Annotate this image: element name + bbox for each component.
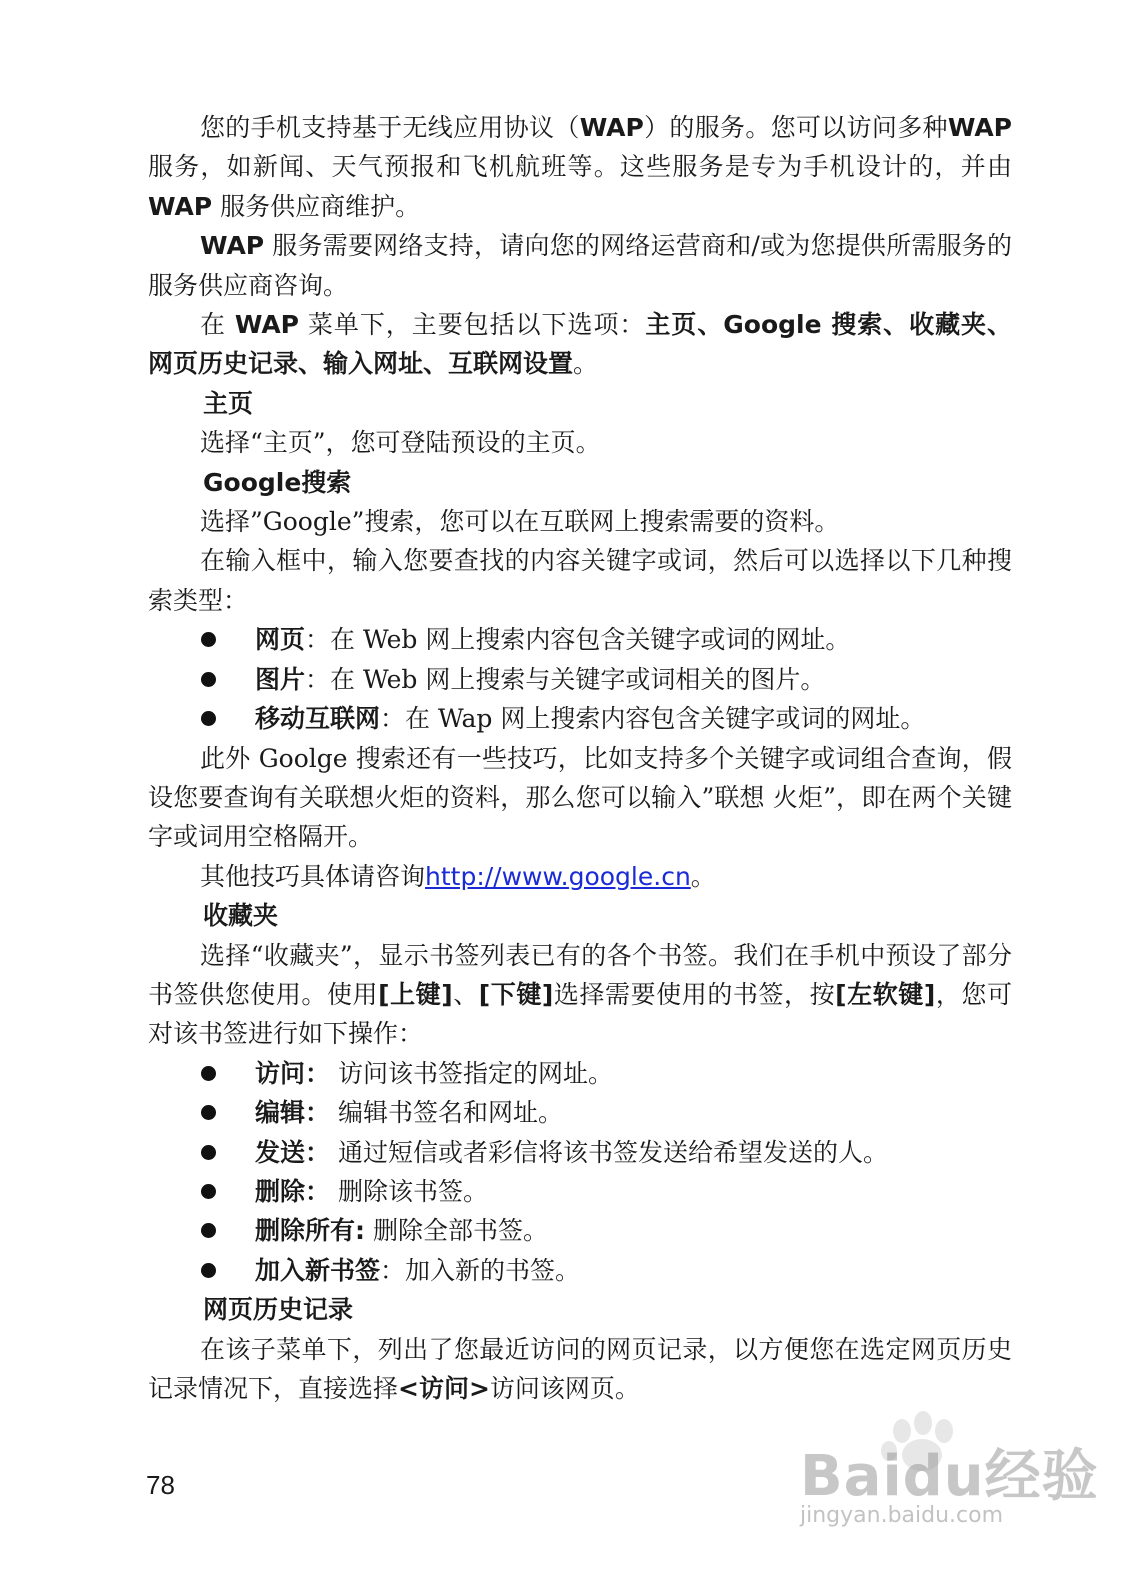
google-paragraph-2: 在输入框中，输入您要查找的内容关键字或词，然后可以选择以下几种搜索类型： xyxy=(148,546,1012,615)
list-item: 加入新书签：加入新的书签。 xyxy=(148,1251,1012,1290)
google-link[interactable]: http://www.google.cn xyxy=(425,861,691,891)
bullet-icon xyxy=(201,711,216,726)
bullet-icon xyxy=(201,1184,216,1199)
google-paragraph-3: 此外 Goolge 搜索还有一些技巧，比如支持多个关键字或词组合查询，假设您要查询有关联想火炬的资料，那么您可以输入”联想 火炬”，即在两个关键字或词用空格隔开。 xyxy=(148,743,1012,852)
intro-paragraph-2: WAP 服务需要网络支持，请向您的网络运营商和/或为您提供所需服务的服务供应商咨询。 xyxy=(148,231,1012,300)
favorites-paragraph-1: 选择“收藏夹”，显示书签列表已有的各个书签。我们在手机中预设了部分书签供您使用。使用[上键]、[下键]选择需要使用的书签，按[左软键]，您可对该书签进行如下操作： xyxy=(148,940,1012,1049)
intro-paragraph-3: 在 WAP 菜单下，主要包括以下选项：主页、Google 搜索、收藏夹、网页历史记录、输入网址、互联网设置。 xyxy=(148,310,1013,379)
section-heading-google: Google搜索 xyxy=(203,467,352,497)
section-heading-home: 主页 xyxy=(203,388,254,418)
home-description: 选择“主页”，您可登陆预设的主页。 xyxy=(200,428,601,458)
list-item: 编辑： 编辑书签名和网址。 xyxy=(148,1093,1012,1132)
list-item: 图片：在 Web 网上搜索与关键字或词相关的图片。 xyxy=(148,660,1012,699)
history-paragraph-1: 在该子菜单下，列出了您最近访问的网页记录，以方便您在选定网页历史记录情况下，直接选择<访问>访问该网页。 xyxy=(148,1334,1012,1403)
watermark-url: jingyan.baidu.com xyxy=(800,1503,1004,1528)
list-item: 发送： 通过短信或者彩信将该书签发送给希望发送的人。 xyxy=(148,1133,1012,1172)
watermark-brand: Baidu经验 xyxy=(800,1444,1099,1509)
google-paragraph-1: 选择”Google”搜索，您可以在互联网上搜索需要的资料。 xyxy=(200,507,840,537)
section-heading-history: 网页历史记录 xyxy=(203,1295,354,1325)
bullet-icon xyxy=(201,1223,216,1238)
list-item: 删除： 删除该书签。 xyxy=(148,1172,1012,1211)
bullet-icon xyxy=(201,1145,216,1160)
bullet-icon xyxy=(201,672,216,687)
intro-paragraph-1: 您的手机支持基于无线应用协议（WAP）的服务。您可以访问多种WAP 服务，如新闻、天气预报和飞机航班等。这些服务是专为手机设计的，并由 WAP 服务供应商维护。 xyxy=(148,113,1012,221)
bullet-icon xyxy=(201,1066,216,1081)
document-body xyxy=(148,108,1012,1408)
bullet-icon xyxy=(201,1105,216,1120)
bullet-icon xyxy=(201,632,216,647)
list-item: 移动互联网：在 Wap 网上搜索内容包含关键字或词的网址。 xyxy=(148,699,1012,738)
list-item: 删除所有: 删除全部书签。 xyxy=(148,1211,1012,1250)
section-heading-favorites: 收藏夹 xyxy=(203,901,279,931)
list-item: 网页：在 Web 网上搜索内容包含关键字或词的网址。 xyxy=(148,620,1012,659)
page-number: 78 xyxy=(146,1470,175,1500)
bullet-icon xyxy=(201,1263,216,1278)
list-item: 访问： 访问该书签指定的网址。 xyxy=(148,1054,1012,1093)
google-paragraph-4: 其他技巧具体请咨询http://www.google.cn。 xyxy=(200,861,716,891)
